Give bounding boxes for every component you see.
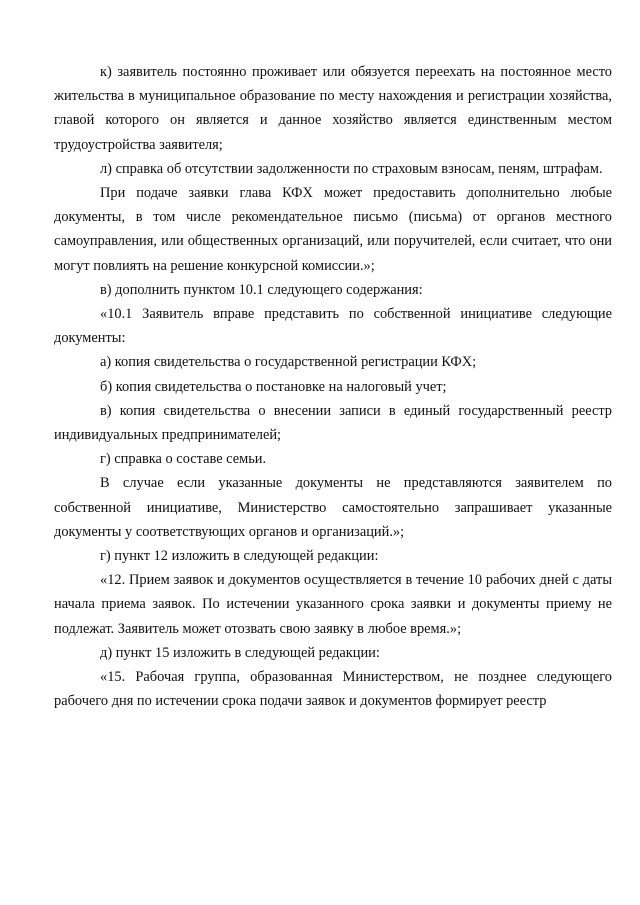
- paragraph-clause-10-1: «10.1 Заявитель вправе представить по собственной инициативе следующие документы:: [54, 306, 612, 347]
- paragraph-list-b: б) копия свидетельства о постановке на налоговый учет;: [100, 378, 447, 395]
- paragraph-additional-documents: При подаче заявки глава КФХ может предоставить дополнительно любые документы, в том числе рекомендательное письмо (письма) от органов местного самоуправления, или общественных организаций, или поручителей, если считает, что они могут повлиять на решение конкурсной комиссии.»;: [54, 185, 612, 274]
- paragraph-item-l: л) справка об отсутствии задолженности по страховым взносам, пеням, штрафам.: [100, 160, 603, 177]
- paragraph-clause-15: «15. Рабочая группа, образованная Министерством, не позднее следующего рабочего дня по истечении срока подачи заявок и документов формирует реестр: [54, 669, 612, 710]
- paragraph-list-a: а) копия свидетельства о государственной регистрации КФХ;: [100, 354, 477, 371]
- paragraph-clause-12: «12. Прием заявок и документов осуществляется в течение 10 рабочих дней с даты начала приема заявок. По истечении указанного срока заявки и документы приему не подлежат. Заявитель может отозвать свою заявку в любое время.»;: [54, 572, 612, 637]
- paragraph-ministry-request: В случае если указанные документы не представляются заявителем по собственной инициативе, Министерство самостоятельно запрашивает указанные документы у соответствующих органов и организаций.»;: [54, 475, 612, 540]
- paragraph-list-v: в) копия свидетельства о внесении записи в единый государственный реестр индивидуальных предпринимателей;: [54, 402, 612, 444]
- paragraph-list-g: г) справка о составе семьи.: [100, 451, 267, 468]
- paragraph-item-k: к) заявитель постоянно проживает или обязуется переехать на постоянное место жительства в муниципальное образование по месту нахождения и регистрации хозяйства, главой которого он является и данное хозяйство является единственным местом трудоустройства заявителя;: [54, 64, 612, 153]
- paragraph-amendment-d: д) пункт 15 изложить в следующей редакции:: [100, 644, 380, 661]
- paragraph-amendment-g: г) пункт 12 изложить в следующей редакции:: [100, 548, 379, 565]
- document-body: [54, 60, 612, 713]
- paragraph-amendment-v: в) дополнить пунктом 10.1 следующего содержания:: [100, 281, 423, 298]
